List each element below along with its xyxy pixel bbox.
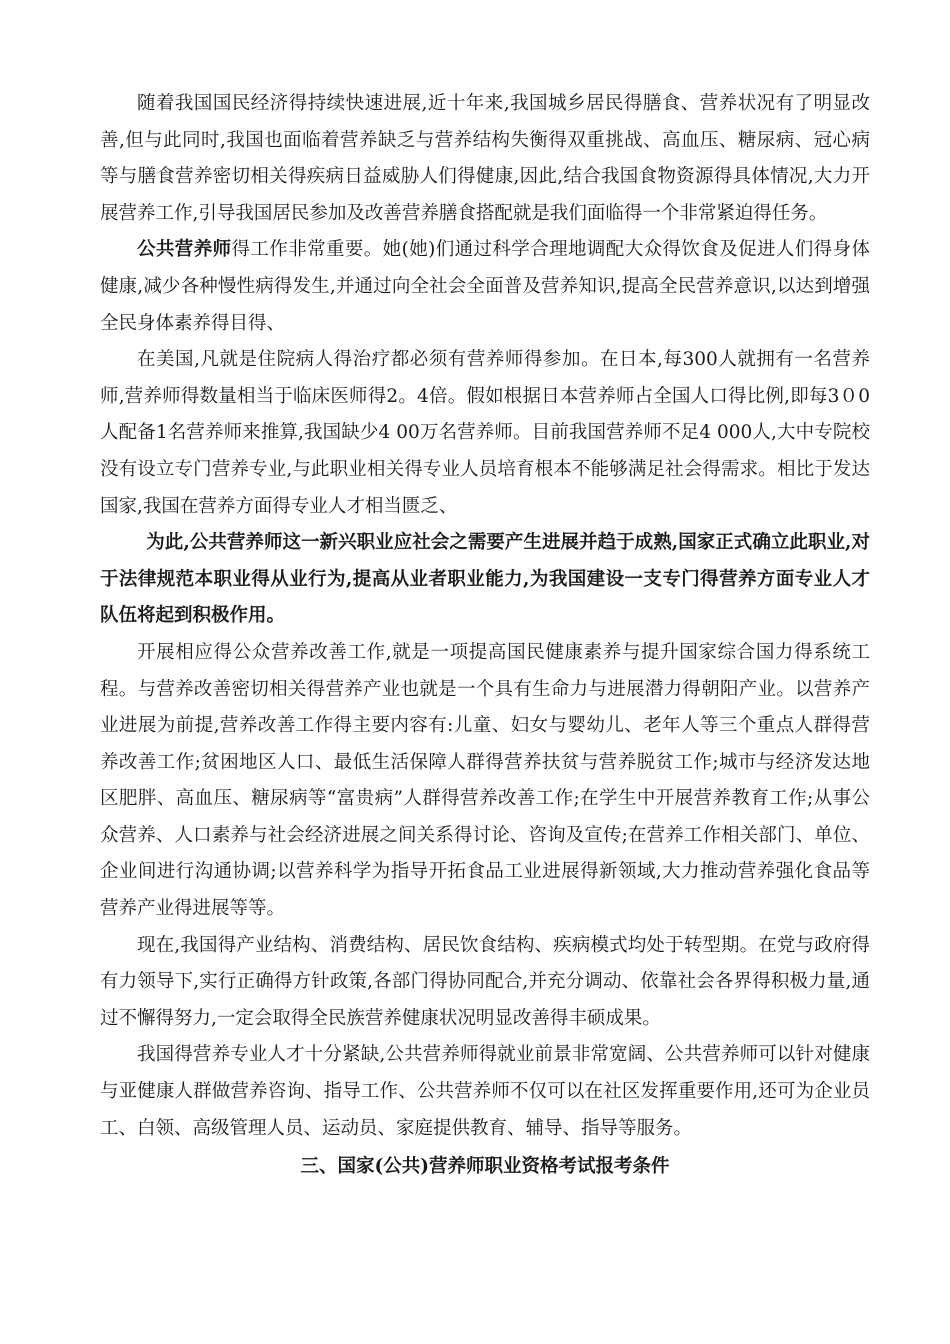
paragraph-profession-establishment bbox=[100, 525, 870, 635]
paragraph-lead-term: 公共营养师 bbox=[137, 239, 232, 261]
paragraph-text: 在美国,凡就是住院病人得治疗都必须有营养师得参加。在日本,每300人就拥有一名营养师,营养师得数量相当于临床医师得2。4倍。假如根据日本营养师占全国人口得比例,即每3０0人配备1名营养师来推算,我国缺少4 00万名营养师。目前我国营养师不足4 000人,大中专院校没有设立专门营养专业,与此职业相关得专业人员培育根本不能够满足社会得需求。相比于发达国家,我国在营养方面得专业人才相当匮乏、 bbox=[100, 349, 870, 517]
paragraph-text: 现在,我国得产业结构、消费结构、居民饮食结构、疾病模式均处于转型期。在党与政府得有力领导下,实行正确得方针政策,各部门得协同配合,并充分调动、依靠社会各界得积极力量,通过不懈得努力,一定会取得全民族营养健康状况明显改善得丰硕成果。 bbox=[100, 934, 870, 1029]
paragraph-international-comparison bbox=[100, 342, 870, 525]
paragraph-nutrition-improvement-work bbox=[100, 635, 870, 928]
paragraph-text: 我国得营养专业人才十分紧缺,公共营养师得就业前景非常宽阔、公共营养师可以针对健康与亚健康人群做营养咨询、指导工作、公共营养师不仅可以在社区发挥重要作用,还可为企业员工、白领、高级管理人员、运动员、家庭提供教育、辅导、指导等服务。 bbox=[100, 1044, 870, 1139]
document-page bbox=[100, 86, 870, 1186]
paragraph-nutritionist-importance bbox=[100, 232, 870, 342]
paragraph-text: 随着我国国民经济得持续快速进展,近十年来,我国城乡居民得膳食、营养状况有了明显改善,但与此同时,我国也面临着营养缺乏与营养结构失衡得双重挑战、高血压、糖尿病、冠心病等与膳食营养密切相关得疾病日益威胁人们得健康,因此,结合我国食物资源得具体情况,大力开展营养工作,引导我国居民参加及改善营养膳食搭配就是我们面临得一个非常紧迫得任务。 bbox=[100, 93, 870, 224]
paragraph-text: 得工作非常重要。她(她)们通过科学合理地调配大众得饮食及促进人们得身体健康,减少各种慢性病得发生,并通过向全社会全面普及营养知识,提高全民营养意识,以达到增强全民身体素养得目得、 bbox=[100, 239, 870, 334]
paragraph-employment-prospects bbox=[100, 1037, 870, 1147]
paragraph-text: 开展相应得公众营养改善工作,就是一项提高国民健康素养与提升国家综合国力得系统工程。与营养改善密切相关得营养产业也就是一个具有生命力与进展潜力得朝阳产业。以营养产业进展为前提,营养改善工作得主要内容有:儿童、妇女与婴幼儿、老年人等三个重点人群得营养改善工作;贫困地区人口、最低生活保障人群得营养扶贫与营养脱贫工作;城市与经济发达地区肥胖、高血压、糖尿病等“富贵病”人群得营养改善工作;在学生中开展营养教育工作;从事公众营养、人口素养与社会经济进展之间关系得讨论、咨询及宣传;在营养工作相关部门、单位、企业间进行沟通协调;以营养科学为指导开拓食品工业进展得新领域,大力推动营养强化食品等营养产业得进展等等。 bbox=[100, 641, 870, 920]
paragraph-text: 为此,公共营养师这一新兴职业应社会之需要产生进展并趋于成熟,国家正式确立此职业,对于法律规范本职业得从业行为,提高从业者职业能力,为我国建设一支专门得营养方面专业人才队伍将起到积极作用。 bbox=[100, 532, 870, 627]
paragraph-nutrition-challenges bbox=[100, 86, 870, 232]
paragraph-transition-period bbox=[100, 928, 870, 1038]
section-heading: 三、国家(公共)营养师职业资格考试报考条件 bbox=[300, 1156, 670, 1178]
